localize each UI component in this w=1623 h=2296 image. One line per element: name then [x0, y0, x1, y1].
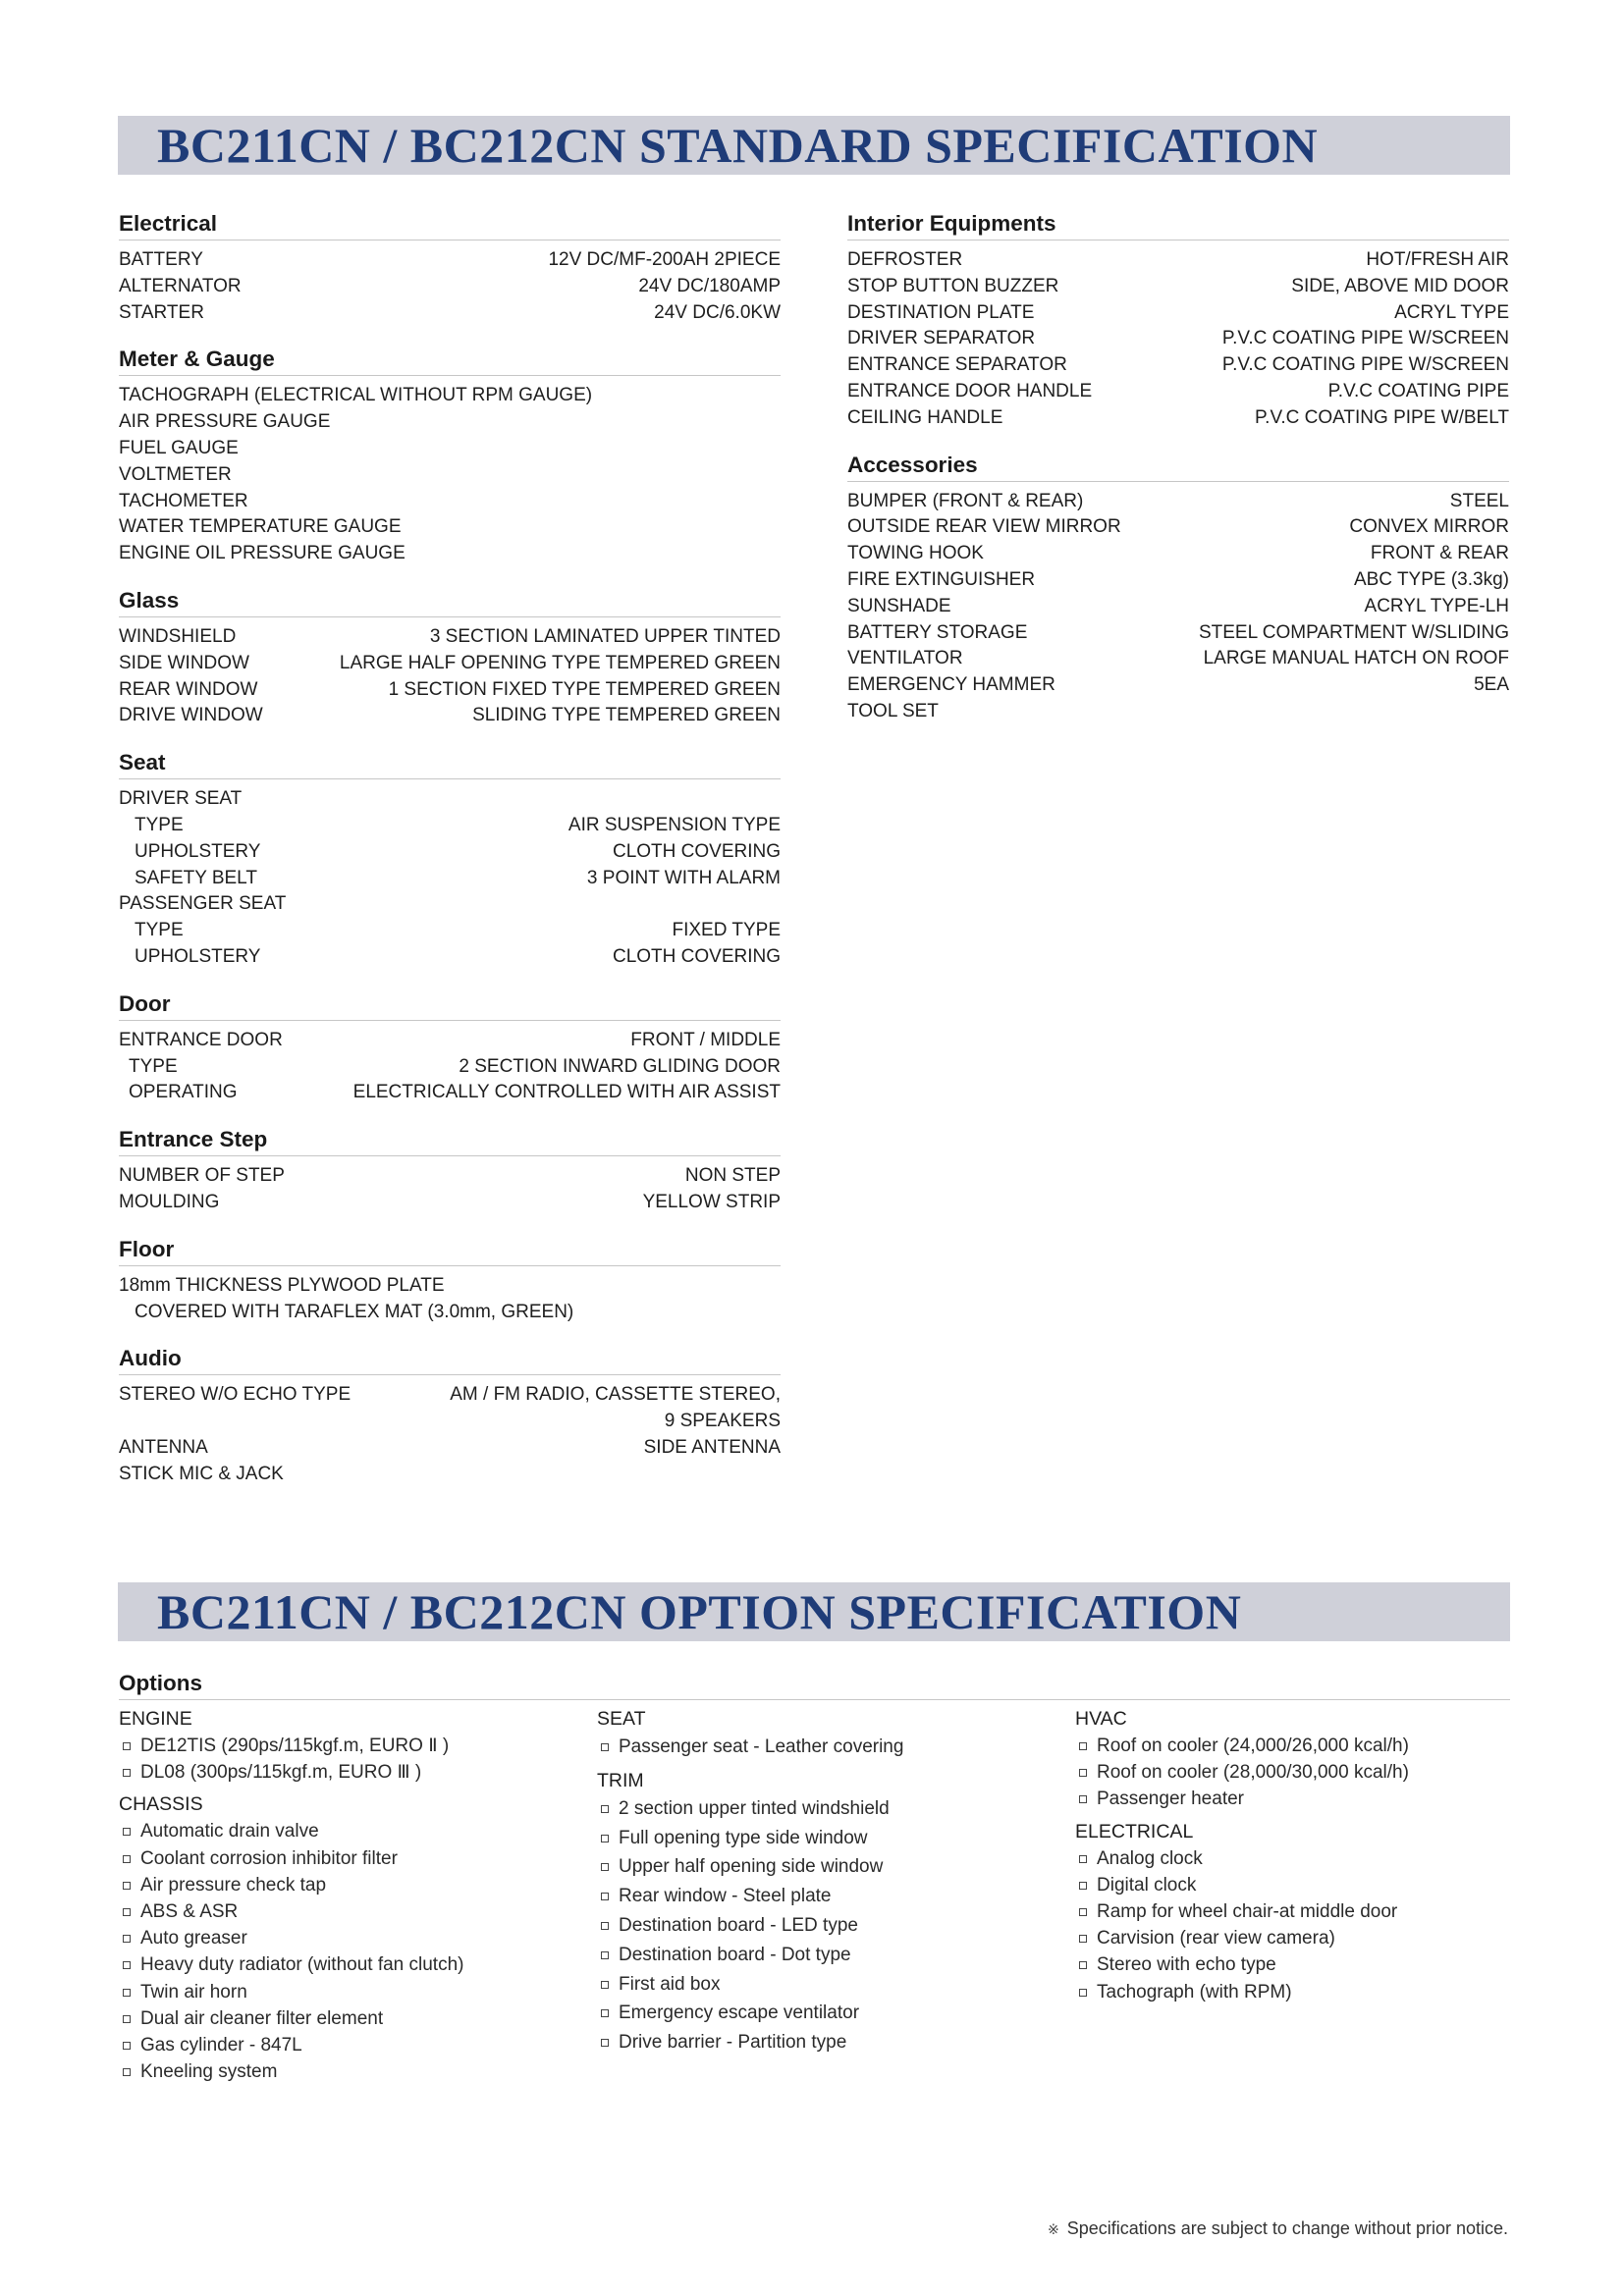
spec-value: P.V.C COATING PIPE W/SCREEN [1221, 354, 1509, 376]
spec-row [119, 514, 781, 541]
option-item-label: Drive barrier - Partition type [619, 2032, 847, 2054]
option-item-label: Automatic drain valve [140, 1821, 319, 1842]
option-item-label: 2 section upper tinted windshield [619, 1797, 890, 1819]
spec-section-title: Meter & Gauge [119, 345, 781, 376]
spec-value: P.V.C COATING PIPE W/BELT [1254, 406, 1509, 428]
option-item-label: Air pressure check tap [140, 1874, 327, 1896]
spec-row [847, 379, 1509, 405]
spec-row [847, 352, 1509, 379]
spec-section-interior-equipments [847, 209, 1509, 432]
spec-key: VENTILATOR [847, 648, 963, 669]
option-item [597, 1882, 1058, 1911]
spec-key: OUTSIDE REAR VIEW MIRROR [847, 516, 1121, 538]
square-bullet-icon [123, 2042, 131, 2050]
option-group-title: SEAT [597, 1708, 646, 1730]
square-bullet-icon [1079, 1795, 1087, 1803]
square-bullet-icon [601, 1863, 609, 1871]
option-group-title: ENGINE [119, 1708, 192, 1730]
option-item [1075, 1733, 1537, 1759]
spec-value: ACRYL TYPE-LH [1364, 595, 1509, 616]
spec-section-audio [119, 1344, 781, 1487]
spec-key: TOWING HOOK [847, 543, 984, 564]
spec-row [847, 274, 1509, 300]
square-bullet-icon [601, 1951, 609, 1959]
option-item-label: Digital clock [1097, 1874, 1197, 1896]
spec-key: TOOL SET [847, 700, 939, 721]
option-item [1075, 1759, 1537, 1786]
spec-value: SIDE, ABOVE MID DOOR [1291, 275, 1509, 296]
standard-spec-right-column [847, 209, 1509, 744]
option-item-label: Auto greaser [140, 1928, 247, 1949]
options-section [119, 1669, 1510, 2099]
spec-key: ENGINE OIL PRESSURE GAUGE [119, 543, 406, 564]
footnote [1048, 2218, 1508, 2239]
spec-key: OPERATING [129, 1082, 238, 1103]
spec-key: ENTRANCE DOOR HANDLE [847, 380, 1093, 401]
spec-row [847, 247, 1509, 274]
spec-section-door [119, 989, 781, 1106]
spec-key: SUNSHADE [847, 595, 951, 616]
spec-key: STOP BUTTON BUZZER [847, 275, 1059, 296]
spec-key: FUEL GAUGE [119, 437, 239, 458]
square-bullet-icon [1079, 1855, 1087, 1863]
spec-value: CLOTH COVERING [612, 840, 781, 862]
spec-row [119, 274, 781, 300]
option-group-engine [119, 1706, 580, 1786]
spec-key: UPHOLSTERY [135, 945, 261, 967]
spec-key: BUMPER (FRONT & REAR) [847, 490, 1084, 511]
spec-section-meter-gauge [119, 345, 781, 567]
footnote-text: Specifications are subject to change without prior notice. [1066, 2218, 1508, 2238]
option-item [1075, 1845, 1537, 1872]
option-item-label: Carvision (rear view camera) [1097, 1928, 1335, 1949]
reference-mark-icon: ※ [1048, 2221, 1059, 2237]
square-bullet-icon [1079, 1935, 1087, 1943]
spec-row [119, 541, 781, 567]
spec-value: CONVEX MIRROR [1349, 516, 1509, 538]
spec-key: BATTERY [119, 249, 203, 270]
spec-key: UPHOLSTERY [135, 840, 261, 862]
spec-row [119, 918, 781, 944]
spec-row [119, 891, 781, 918]
spec-key: PASSENGER SEAT [119, 893, 287, 915]
spec-value: ACRYL TYPE [1394, 301, 1509, 323]
spec-key: WATER TEMPERATURE GAUGE [119, 516, 402, 538]
square-bullet-icon [1079, 1742, 1087, 1750]
spec-value: P.V.C COATING PIPE [1327, 380, 1509, 401]
square-bullet-icon [123, 2015, 131, 2023]
spec-row [847, 620, 1509, 647]
option-spec-banner [118, 1582, 1510, 1641]
square-bullet-icon [123, 2068, 131, 2076]
option-item [119, 1979, 580, 2005]
option-item [597, 1824, 1058, 1853]
option-item-label: Destination board - LED type [619, 1914, 858, 1936]
spec-value: AM / FM RADIO, CASSETTE STEREO, 9 SPEAKERS [450, 1384, 781, 1432]
spec-key: TACHOMETER [119, 490, 248, 511]
standard-spec-left-column [119, 209, 781, 1507]
spec-section-floor [119, 1235, 781, 1326]
options-column-2 [597, 1706, 1058, 2063]
option-item-label: Emergency escape ventilator [619, 2002, 860, 2024]
spec-key: FIRE EXTINGUISHER [847, 568, 1036, 590]
spec-key: MOULDING [119, 1191, 220, 1212]
option-item [1075, 1786, 1537, 1812]
spec-row [119, 651, 781, 677]
options-columns [119, 1706, 1510, 2099]
option-item-label: Stereo with echo type [1097, 1954, 1276, 1976]
option-item [597, 1999, 1058, 2028]
spec-row [847, 646, 1509, 672]
spec-section-title: Interior Equipments [847, 209, 1509, 240]
spec-value: AIR SUSPENSION TYPE [568, 814, 781, 835]
spec-value: SIDE ANTENNA [643, 1436, 781, 1458]
spec-row [847, 594, 1509, 620]
spec-section-title: Glass [119, 586, 781, 617]
spec-row [119, 813, 781, 839]
spec-key: ANTENNA [119, 1436, 208, 1458]
spec-row [119, 786, 781, 813]
spec-section-accessories [847, 451, 1509, 725]
option-item-label: DL08 (300ps/115kgf.m, EURO Ⅲ ) [140, 1762, 422, 1784]
option-item [119, 1925, 580, 1951]
square-bullet-icon [601, 2009, 609, 2017]
square-bullet-icon [1079, 1882, 1087, 1890]
square-bullet-icon [601, 1893, 609, 1900]
option-group-seat [597, 1706, 1058, 1762]
spec-value: 12V DC/MF-200AH 2PIECE [548, 249, 781, 270]
spec-key: VOLTMETER [119, 463, 232, 485]
square-bullet-icon [601, 1743, 609, 1751]
square-bullet-icon [123, 1882, 131, 1890]
spec-section-title: Entrance Step [119, 1125, 781, 1156]
option-item [119, 1898, 580, 1925]
spec-value: SLIDING TYPE TEMPERED GREEN [472, 705, 781, 726]
option-item [1075, 1898, 1537, 1925]
standard-spec-title: BC211CN / BC212CN STANDARD SPECIFICATION [157, 118, 1319, 173]
spec-value: 2 SECTION INWARD GLIDING DOOR [459, 1055, 781, 1077]
option-item [1075, 1872, 1537, 1898]
spec-value: HOT/FRESH AIR [1366, 249, 1509, 270]
option-item-label: Rear window - Steel plate [619, 1886, 832, 1907]
spec-key: AIR PRESSURE GAUGE [119, 411, 331, 433]
option-item-label: Ramp for wheel chair-at middle door [1097, 1901, 1398, 1923]
spec-row [119, 1382, 781, 1435]
square-bullet-icon [601, 1835, 609, 1842]
spec-key: WINDSHIELD [119, 625, 237, 647]
standard-spec-banner [118, 116, 1510, 175]
option-group-electrical [1075, 1819, 1537, 2005]
option-item [597, 1911, 1058, 1941]
option-item-label: Analog clock [1097, 1847, 1203, 1869]
spec-key: STICK MIC & JACK [119, 1463, 284, 1484]
spec-value: 3 SECTION LAMINATED UPPER TINTED [429, 625, 781, 647]
spec-row [847, 326, 1509, 352]
spec-key: STEREO W/O ECHO TYPE [119, 1384, 352, 1406]
spec-row [119, 300, 781, 327]
option-item [119, 1951, 580, 1978]
spec-key: BATTERY STORAGE [847, 621, 1028, 643]
spec-section-title: Accessories [847, 451, 1509, 482]
spec-value: 1 SECTION FIXED TYPE TEMPERED GREEN [388, 678, 781, 700]
option-group-title: TRIM [597, 1769, 644, 1791]
spec-value: 5EA [1474, 674, 1509, 696]
spec-key: STARTER [119, 301, 204, 323]
spec-section-electrical [119, 209, 781, 326]
square-bullet-icon [123, 1989, 131, 1997]
spec-value: CLOTH COVERING [612, 945, 781, 967]
spec-key: REAR WINDOW [119, 678, 258, 700]
option-item-label: Passenger seat - Leather covering [619, 1736, 904, 1757]
option-item [1075, 1979, 1537, 2005]
option-item-label: Upper half opening side window [619, 1856, 884, 1878]
spec-key: TYPE [135, 814, 184, 835]
option-item-label: Coolant corrosion inhibitor filter [140, 1847, 398, 1869]
spec-row [119, 703, 781, 729]
spec-key: TYPE [129, 1055, 178, 1077]
option-item [119, 2058, 580, 2085]
spec-key: DRIVE WINDOW [119, 705, 263, 726]
square-bullet-icon [1079, 1908, 1087, 1916]
spec-value: YELLOW STRIP [642, 1191, 781, 1212]
spec-key: TACHOGRAPH (ELECTRICAL WITHOUT RPM GAUGE) [119, 385, 593, 406]
square-bullet-icon [123, 1908, 131, 1916]
spec-row [119, 383, 781, 409]
option-item [597, 1970, 1058, 2000]
spec-key: SAFETY BELT [135, 867, 257, 888]
option-item [597, 1852, 1058, 1882]
spec-key: DEFROSTER [847, 249, 963, 270]
option-item-label: Dual air cleaner filter element [140, 2007, 384, 2029]
option-item-label: Gas cylinder - 847L [140, 2035, 302, 2056]
square-bullet-icon [123, 1961, 131, 1969]
spec-row [119, 866, 781, 892]
spec-row [119, 489, 781, 515]
spec-row [119, 436, 781, 462]
option-item [597, 1941, 1058, 1970]
square-bullet-icon [601, 1922, 609, 1930]
spec-key: ENTRANCE DOOR [119, 1029, 283, 1050]
spec-value: 3 POINT WITH ALARM [586, 867, 781, 888]
spec-key: ENTRANCE SEPARATOR [847, 354, 1067, 376]
square-bullet-icon [123, 1855, 131, 1863]
spec-value: FRONT / MIDDLE [630, 1029, 781, 1050]
spec-key: DRIVER SEPARATOR [847, 328, 1036, 349]
spec-row [119, 247, 781, 274]
square-bullet-icon [601, 2039, 609, 2047]
spec-row [119, 1054, 781, 1081]
spec-row [119, 409, 781, 436]
spec-section-glass [119, 586, 781, 729]
spec-section-seat [119, 748, 781, 971]
square-bullet-icon [123, 1742, 131, 1750]
square-bullet-icon [1079, 1769, 1087, 1777]
spec-value: 24V DC/180AMP [638, 275, 781, 296]
option-item [597, 1733, 1058, 1762]
spec-row [847, 672, 1509, 699]
square-bullet-icon [123, 1769, 131, 1777]
spec-row [847, 489, 1509, 515]
spec-value: ABC TYPE (3.3kg) [1353, 568, 1509, 590]
spec-row [119, 1080, 781, 1106]
spec-value: ELECTRICALLY CONTROLLED WITH AIR ASSIST [352, 1082, 781, 1103]
option-item-label: Full opening type side window [619, 1827, 868, 1848]
option-item [119, 1872, 580, 1898]
spec-row [119, 1190, 781, 1216]
spec-row [847, 514, 1509, 541]
option-group-trim [597, 1768, 1058, 2057]
option-group-chassis [119, 1791, 580, 2085]
spec-row [119, 624, 781, 651]
spec-key: DESTINATION PLATE [847, 301, 1035, 323]
option-group-title: HVAC [1075, 1708, 1127, 1730]
spec-row [847, 567, 1509, 594]
spec-row [119, 1435, 781, 1462]
square-bullet-icon [601, 1981, 609, 1989]
square-bullet-icon [601, 1805, 609, 1813]
spec-row [119, 1462, 781, 1488]
option-item [597, 2028, 1058, 2057]
option-item-label: Destination board - Dot type [619, 1944, 851, 1965]
option-item-label: Roof on cooler (28,000/30,000 kcal/h) [1097, 1762, 1409, 1784]
spec-row [847, 699, 1509, 725]
option-item-label: Heavy duty radiator (without fan clutch) [140, 1954, 464, 1976]
spec-value: LARGE HALF OPENING TYPE TEMPERED GREEN [339, 652, 781, 673]
spec-row [119, 1028, 781, 1054]
option-item-label: Kneeling system [140, 2061, 278, 2083]
option-item [119, 1818, 580, 1844]
spec-row [847, 300, 1509, 327]
spec-key: NUMBER OF STEP [119, 1165, 285, 1187]
spec-row [119, 1163, 781, 1190]
spec-value: P.V.C COATING PIPE W/SCREEN [1221, 328, 1509, 349]
square-bullet-icon [1079, 1961, 1087, 1969]
option-group-title: CHASSIS [119, 1793, 203, 1816]
spec-row [119, 462, 781, 489]
option-item [597, 1794, 1058, 1824]
spec-value: 24V DC/6.0KW [654, 301, 781, 323]
option-item-label: DE12TIS (290ps/115kgf.m, EURO Ⅱ ) [140, 1735, 450, 1756]
spec-value: FRONT & REAR [1370, 543, 1509, 564]
spec-section-title: Floor [119, 1235, 781, 1266]
spec-row [119, 677, 781, 704]
spec-row [119, 839, 781, 866]
option-item [119, 1759, 580, 1786]
spec-key: SIDE WINDOW [119, 652, 249, 673]
options-section-title: Options [119, 1669, 1510, 1700]
option-item-label: Twin air horn [140, 1981, 247, 2002]
spec-value: FIXED TYPE [672, 920, 781, 941]
spec-row [847, 541, 1509, 567]
option-group-title: ELECTRICAL [1075, 1820, 1194, 1842]
option-item-label: Tachograph (with RPM) [1097, 1981, 1292, 2002]
option-item-label: First aid box [619, 1973, 721, 1995]
spec-section-title: Door [119, 989, 781, 1021]
spec-value: STEEL [1449, 490, 1509, 511]
option-spec-title: BC211CN / BC212CN OPTION SPECIFICATION [157, 1584, 1242, 1639]
spec-key: DRIVER SEAT [119, 788, 243, 810]
option-item [119, 2005, 580, 2032]
square-bullet-icon [123, 1935, 131, 1943]
option-item [119, 1733, 580, 1759]
spec-key: CEILING HANDLE [847, 406, 1003, 428]
square-bullet-icon [1079, 1989, 1087, 1997]
spec-key: EMERGENCY HAMMER [847, 674, 1055, 696]
option-item [119, 2032, 580, 2058]
spec-value: LARGE MANUAL HATCH ON ROOF [1203, 648, 1509, 669]
spec-value: NON STEP [684, 1165, 781, 1187]
option-item-label: Passenger heater [1097, 1789, 1244, 1810]
option-item-label: Roof on cooler (24,000/26,000 kcal/h) [1097, 1735, 1409, 1756]
square-bullet-icon [123, 1828, 131, 1836]
options-column-1 [119, 1706, 580, 2091]
option-item [1075, 1925, 1537, 1951]
spec-row [847, 405, 1509, 432]
spec-section-title: Seat [119, 748, 781, 779]
option-item [119, 1845, 580, 1872]
option-item [1075, 1951, 1537, 1978]
spec-section-entrance-step [119, 1125, 781, 1216]
option-item-label: ABS & ASR [140, 1901, 239, 1923]
spec-row [119, 944, 781, 971]
option-group-hvac [1075, 1706, 1537, 1813]
spec-value: STEEL COMPARTMENT W/SLIDING [1198, 621, 1509, 643]
spec-key: TYPE [135, 920, 184, 941]
spec-section-title: Electrical [119, 209, 781, 240]
spec-section-title: Audio [119, 1344, 781, 1375]
spec-key: ALTERNATOR [119, 275, 242, 296]
spec-text-line: 18mm THICKNESS PLYWOOD PLATE [119, 1274, 445, 1296]
options-column-3 [1075, 1706, 1537, 2011]
spec-text-line: COVERED WITH TARAFLEX MAT (3.0mm, GREEN) [135, 1301, 574, 1322]
